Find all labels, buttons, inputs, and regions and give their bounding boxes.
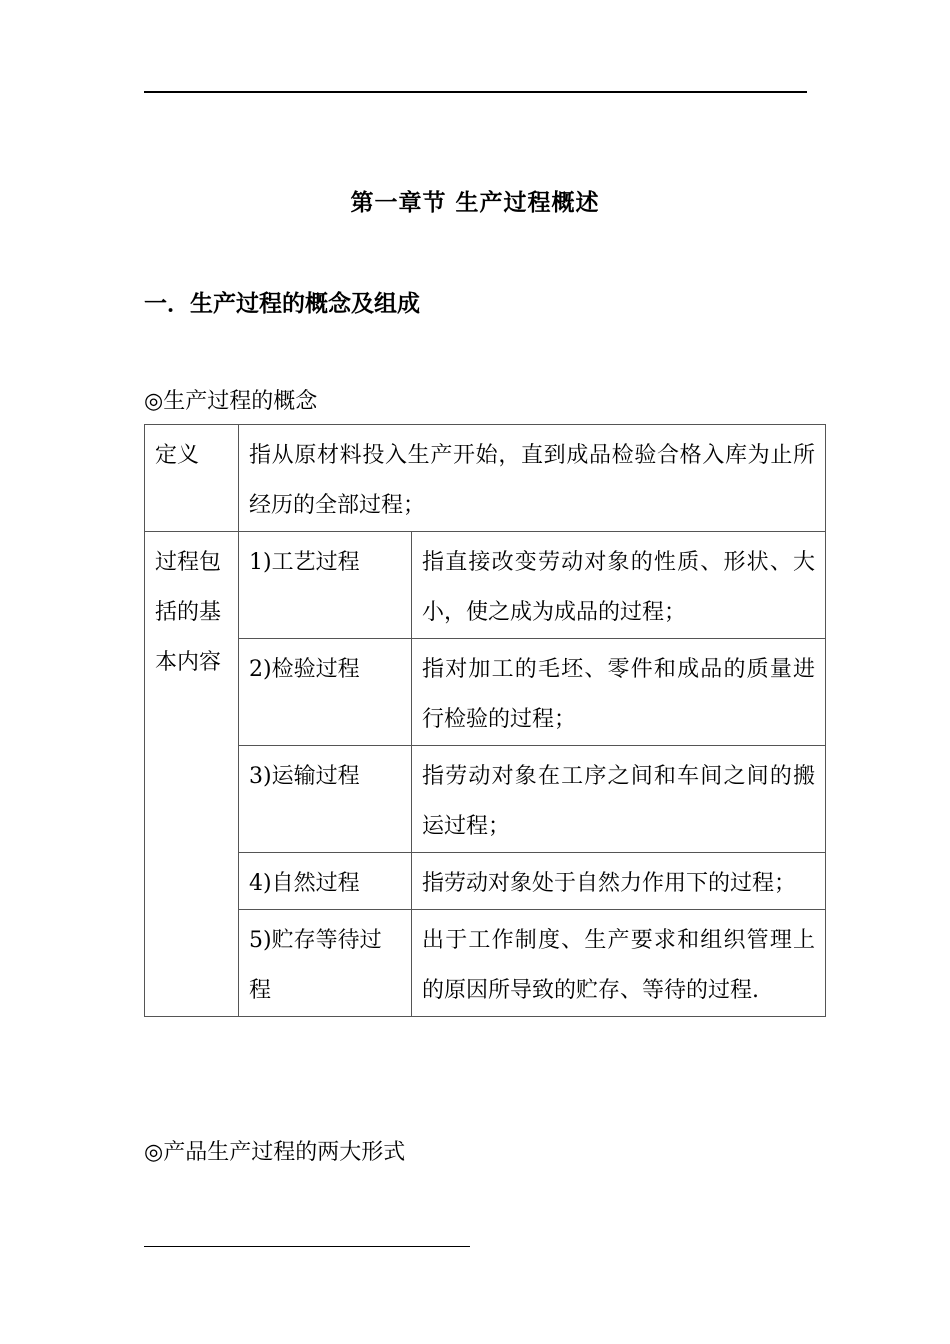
process-desc: 指直接改变劳动对象的性质、形状、大小，使之成为成品的过程； (412, 532, 826, 639)
contents-label: 过程包括的基本内容 (145, 532, 239, 1017)
table-row (145, 532, 826, 639)
header-rule (144, 91, 807, 93)
subheading-concept: ◎生产过程的概念 (144, 389, 318, 414)
process-desc: 出于工作制度、生产要求和组织管理上的原因所导致的贮存、等待的过程. (412, 910, 826, 1017)
table-row (145, 639, 826, 746)
definition-label: 定义 (145, 425, 239, 532)
table-row (145, 853, 826, 910)
process-name: 4)自然过程 (239, 853, 412, 910)
process-desc: 指对加工的毛坯、零件和成品的质量进行检验的过程； (412, 639, 826, 746)
table-row (145, 910, 826, 1017)
process-name: 5)贮存等待过程 (239, 910, 412, 1017)
process-name: 3)运输过程 (239, 746, 412, 853)
process-name: 2)检验过程 (239, 639, 412, 746)
definition-row (145, 425, 826, 532)
footnote-rule (144, 1246, 470, 1247)
table-row (145, 746, 826, 853)
process-desc: 指劳动对象在工序之间和车间之间的搬运过程； (412, 746, 826, 853)
process-name: 1)工艺过程 (239, 532, 412, 639)
process-desc: 指劳动对象处于自然力作用下的过程； (412, 853, 826, 910)
definition-text: 指从原材料投入生产开始，直到成品检验合格入库为止所经历的全部过程； (239, 425, 826, 532)
concept-table (144, 424, 826, 1017)
subheading-forms: ◎产品生产过程的两大形式 (144, 1140, 406, 1165)
chapter-title: 第一章节 生产过程概述 (350, 189, 600, 216)
section-heading: 一．生产过程的概念及组成 (144, 290, 420, 317)
